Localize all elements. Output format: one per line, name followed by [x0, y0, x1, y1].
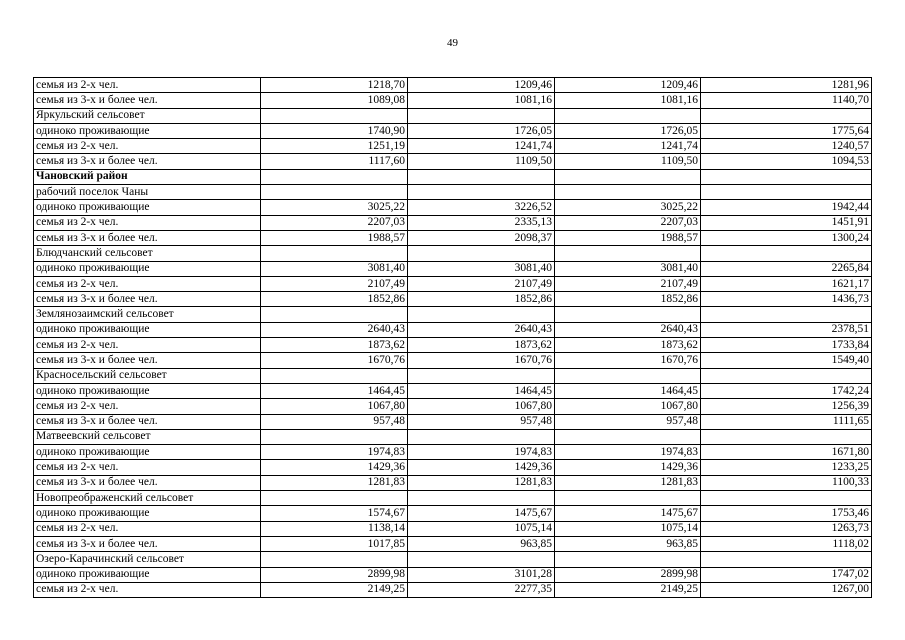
row-label: одиноко проживающие — [34, 567, 261, 582]
value-cell: 1067,80 — [408, 399, 555, 414]
value-cell: 1942,44 — [701, 200, 872, 215]
row-label: семья из 2-х чел. — [34, 399, 261, 414]
value-cell — [261, 185, 408, 200]
value-cell: 1549,40 — [701, 353, 872, 368]
row-label: одиноко проживающие — [34, 123, 261, 138]
value-cell — [408, 169, 555, 184]
table-row — [34, 230, 872, 245]
value-cell: 1117,60 — [261, 154, 408, 169]
value-cell — [555, 307, 701, 322]
data-table — [33, 77, 872, 598]
table-row — [34, 292, 872, 307]
value-cell: 2107,49 — [261, 276, 408, 291]
row-label: семья из 2-х чел. — [34, 460, 261, 475]
value-cell: 1464,45 — [555, 383, 701, 398]
value-cell: 963,85 — [555, 536, 701, 551]
table-row — [34, 582, 872, 597]
value-cell — [261, 429, 408, 444]
value-cell: 1081,16 — [408, 93, 555, 108]
value-cell: 1670,76 — [408, 353, 555, 368]
value-cell: 2640,43 — [408, 322, 555, 337]
value-cell: 1671,80 — [701, 445, 872, 460]
value-cell: 1267,00 — [701, 582, 872, 597]
table-row — [34, 460, 872, 475]
value-cell: 2149,25 — [261, 582, 408, 597]
value-cell: 1464,45 — [408, 383, 555, 398]
value-cell: 1075,14 — [408, 521, 555, 536]
value-cell — [408, 552, 555, 567]
table-row — [34, 353, 872, 368]
value-cell: 1089,08 — [261, 93, 408, 108]
section-header-row — [34, 185, 872, 200]
value-cell: 1436,73 — [701, 292, 872, 307]
value-cell — [408, 307, 555, 322]
section-header-row — [34, 429, 872, 444]
row-label: семья из 2-х чел. — [34, 582, 261, 597]
value-cell: 1670,76 — [261, 353, 408, 368]
value-cell: 2899,98 — [555, 567, 701, 582]
value-cell: 1726,05 — [408, 123, 555, 138]
value-cell — [261, 108, 408, 123]
district-name: Чановский район — [34, 169, 261, 184]
value-cell: 1109,50 — [408, 154, 555, 169]
value-cell — [408, 185, 555, 200]
row-label: семья из 2-х чел. — [34, 139, 261, 154]
value-cell — [261, 246, 408, 261]
value-cell: 1726,05 — [555, 123, 701, 138]
value-cell: 1109,50 — [555, 154, 701, 169]
value-cell: 1281,96 — [701, 78, 872, 93]
section-header-row — [34, 307, 872, 322]
value-cell: 1974,83 — [261, 445, 408, 460]
value-cell: 1240,57 — [701, 139, 872, 154]
value-cell: 1218,70 — [261, 78, 408, 93]
section-name: Красносельский сельсовет — [34, 368, 261, 383]
value-cell — [408, 108, 555, 123]
value-cell: 1300,24 — [701, 230, 872, 245]
value-cell — [701, 307, 872, 322]
table-row — [34, 139, 872, 154]
value-cell: 957,48 — [261, 414, 408, 429]
page-number: 49 — [447, 37, 458, 49]
value-cell: 1852,86 — [555, 292, 701, 307]
value-cell: 1081,16 — [555, 93, 701, 108]
district-header-row — [34, 169, 872, 184]
value-cell: 3081,40 — [555, 261, 701, 276]
table-row — [34, 261, 872, 276]
row-label: семья из 3-х и более чел. — [34, 353, 261, 368]
value-cell — [408, 246, 555, 261]
value-cell: 1251,19 — [261, 139, 408, 154]
value-cell: 1852,86 — [261, 292, 408, 307]
value-cell: 2098,37 — [408, 230, 555, 245]
value-cell: 1873,62 — [555, 338, 701, 353]
value-cell: 2265,84 — [701, 261, 872, 276]
value-cell: 1067,80 — [261, 399, 408, 414]
value-cell: 2107,49 — [555, 276, 701, 291]
value-cell — [261, 368, 408, 383]
value-cell: 1475,67 — [555, 506, 701, 521]
value-cell: 963,85 — [408, 536, 555, 551]
table-row — [34, 536, 872, 551]
section-header-row — [34, 491, 872, 506]
value-cell: 957,48 — [555, 414, 701, 429]
table-row — [34, 445, 872, 460]
section-name: Новопреображенский сельсовет — [34, 491, 261, 506]
value-cell: 1209,46 — [408, 78, 555, 93]
value-cell — [555, 185, 701, 200]
value-cell: 2640,43 — [261, 322, 408, 337]
table-row — [34, 506, 872, 521]
value-cell: 1873,62 — [261, 338, 408, 353]
row-label: одиноко проживающие — [34, 261, 261, 276]
value-cell — [408, 491, 555, 506]
row-label: семья из 2-х чел. — [34, 78, 261, 93]
row-label: семья из 2-х чел. — [34, 338, 261, 353]
value-cell: 1281,83 — [408, 475, 555, 490]
table-row — [34, 215, 872, 230]
table-row — [34, 276, 872, 291]
value-cell — [701, 552, 872, 567]
value-cell: 1733,84 — [701, 338, 872, 353]
table-row — [34, 414, 872, 429]
value-cell: 2207,03 — [261, 215, 408, 230]
value-cell: 1464,45 — [261, 383, 408, 398]
value-cell — [261, 169, 408, 184]
value-cell — [701, 169, 872, 184]
value-cell: 1256,39 — [701, 399, 872, 414]
value-cell: 1241,74 — [555, 139, 701, 154]
value-cell: 2107,49 — [408, 276, 555, 291]
section-header-row — [34, 246, 872, 261]
row-label: семья из 3-х и более чел. — [34, 93, 261, 108]
value-cell: 1138,14 — [261, 521, 408, 536]
value-cell: 1209,46 — [555, 78, 701, 93]
row-label: одиноко проживающие — [34, 322, 261, 337]
value-cell: 1429,36 — [408, 460, 555, 475]
value-cell — [555, 246, 701, 261]
value-cell: 3025,22 — [261, 200, 408, 215]
section-header-row — [34, 368, 872, 383]
section-name: Матвеевский сельсовет — [34, 429, 261, 444]
value-cell — [555, 169, 701, 184]
value-cell — [408, 368, 555, 383]
value-cell: 2277,35 — [408, 582, 555, 597]
value-cell — [261, 491, 408, 506]
row-label: одиноко проживающие — [34, 506, 261, 521]
row-label: семья из 2-х чел. — [34, 215, 261, 230]
value-cell — [555, 552, 701, 567]
value-cell: 1429,36 — [261, 460, 408, 475]
value-cell: 3081,40 — [408, 261, 555, 276]
value-cell: 1111,65 — [701, 414, 872, 429]
value-cell — [701, 491, 872, 506]
value-cell: 1775,64 — [701, 123, 872, 138]
value-cell: 1753,46 — [701, 506, 872, 521]
value-cell — [555, 108, 701, 123]
section-name: Землянозаимский сельсовет — [34, 307, 261, 322]
value-cell: 3081,40 — [261, 261, 408, 276]
value-cell: 1740,90 — [261, 123, 408, 138]
row-label: семья из 2-х чел. — [34, 276, 261, 291]
value-cell: 1067,80 — [555, 399, 701, 414]
value-cell: 3101,28 — [408, 567, 555, 582]
value-cell — [261, 307, 408, 322]
table-row — [34, 200, 872, 215]
value-cell: 1574,67 — [261, 506, 408, 521]
value-cell: 2335,13 — [408, 215, 555, 230]
value-cell: 1017,85 — [261, 536, 408, 551]
section-header-row — [34, 108, 872, 123]
value-cell: 1988,57 — [261, 230, 408, 245]
row-label: семья из 3-х и более чел. — [34, 536, 261, 551]
value-cell — [701, 185, 872, 200]
table-row — [34, 567, 872, 582]
value-cell — [555, 491, 701, 506]
value-cell: 1974,83 — [408, 445, 555, 460]
value-cell: 2149,25 — [555, 582, 701, 597]
value-cell — [555, 368, 701, 383]
table-row — [34, 78, 872, 93]
value-cell: 1281,83 — [261, 475, 408, 490]
value-cell — [701, 108, 872, 123]
value-cell — [555, 429, 701, 444]
value-cell: 1429,36 — [555, 460, 701, 475]
value-cell — [701, 429, 872, 444]
value-cell: 1281,83 — [555, 475, 701, 490]
value-cell: 1670,76 — [555, 353, 701, 368]
value-cell: 3025,22 — [555, 200, 701, 215]
value-cell: 2378,51 — [701, 322, 872, 337]
row-label: семья из 3-х и более чел. — [34, 475, 261, 490]
value-cell: 1621,17 — [701, 276, 872, 291]
value-cell: 1974,83 — [555, 445, 701, 460]
row-label: семья из 3-х и более чел. — [34, 292, 261, 307]
value-cell: 1852,86 — [408, 292, 555, 307]
value-cell: 1233,25 — [701, 460, 872, 475]
value-cell: 2640,43 — [555, 322, 701, 337]
table-row — [34, 521, 872, 536]
table-row — [34, 338, 872, 353]
section-name: Яркульский сельсовет — [34, 108, 261, 123]
value-cell: 2899,98 — [261, 567, 408, 582]
table-row — [34, 475, 872, 490]
value-cell — [701, 368, 872, 383]
value-cell: 1241,74 — [408, 139, 555, 154]
value-cell: 1075,14 — [555, 521, 701, 536]
value-cell: 1873,62 — [408, 338, 555, 353]
section-name: рабочий поселок Чаны — [34, 185, 261, 200]
table-row — [34, 399, 872, 414]
table-row — [34, 154, 872, 169]
section-header-row — [34, 552, 872, 567]
table-row — [34, 322, 872, 337]
table-row — [34, 383, 872, 398]
value-cell: 957,48 — [408, 414, 555, 429]
value-cell: 1988,57 — [555, 230, 701, 245]
value-cell — [701, 246, 872, 261]
table-row — [34, 93, 872, 108]
value-cell: 1140,70 — [701, 93, 872, 108]
row-label: семья из 2-х чел. — [34, 521, 261, 536]
value-cell — [261, 552, 408, 567]
value-cell: 1263,73 — [701, 521, 872, 536]
value-cell: 1747,02 — [701, 567, 872, 582]
row-label: одиноко проживающие — [34, 200, 261, 215]
table-body — [34, 78, 872, 598]
value-cell: 1094,53 — [701, 154, 872, 169]
row-label: одиноко проживающие — [34, 445, 261, 460]
value-cell: 2207,03 — [555, 215, 701, 230]
value-cell: 3226,52 — [408, 200, 555, 215]
row-label: семья из 3-х и более чел. — [34, 230, 261, 245]
section-name: Блюдчанский сельсовет — [34, 246, 261, 261]
value-cell — [408, 429, 555, 444]
value-cell: 1742,24 — [701, 383, 872, 398]
value-cell: 1100,33 — [701, 475, 872, 490]
section-name: Озеро-Карачинский сельсовет — [34, 552, 261, 567]
value-cell: 1118,02 — [701, 536, 872, 551]
value-cell: 1451,91 — [701, 215, 872, 230]
row-label: семья из 3-х и более чел. — [34, 414, 261, 429]
table-row — [34, 123, 872, 138]
row-label: семья из 3-х и более чел. — [34, 154, 261, 169]
value-cell: 1475,67 — [408, 506, 555, 521]
row-label: одиноко проживающие — [34, 383, 261, 398]
